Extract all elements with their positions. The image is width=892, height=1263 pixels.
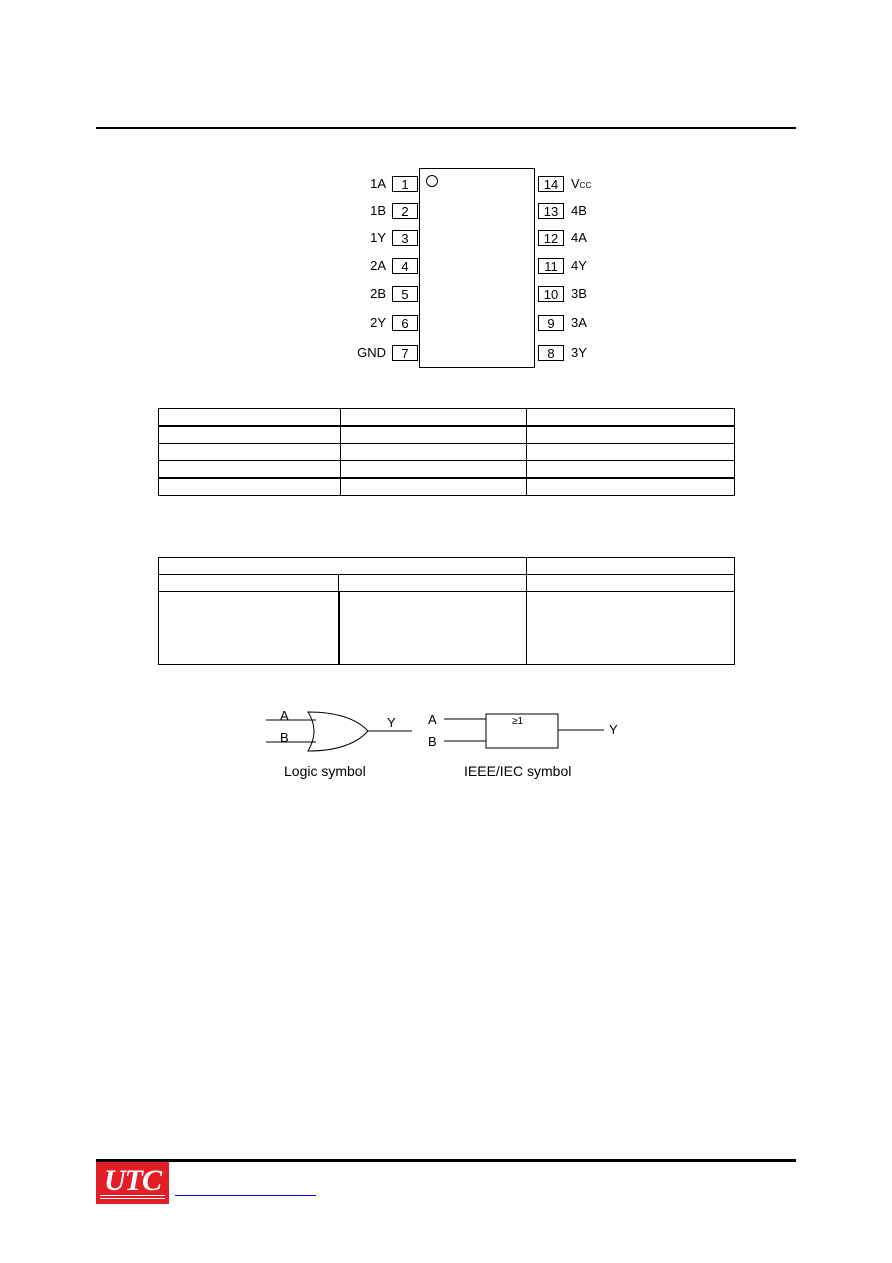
table-row xyxy=(159,461,735,479)
logic-symbols xyxy=(262,700,632,790)
pin1-marker-icon xyxy=(426,175,438,187)
pin-configuration-diagram xyxy=(340,160,620,380)
table-row xyxy=(159,409,735,427)
header-rule xyxy=(96,127,796,129)
table-row xyxy=(159,592,735,665)
data-table-1 xyxy=(158,408,735,496)
pin-name-subscript: CC xyxy=(579,181,592,190)
iec-or-box-icon xyxy=(444,714,604,748)
pin-name-text: 4Y xyxy=(571,258,587,273)
iec-function-label: ≥1 xyxy=(512,716,524,727)
pin-name xyxy=(571,203,587,219)
pin-name-text: 4B xyxy=(571,203,587,218)
pin-name xyxy=(571,258,587,274)
table-row xyxy=(159,426,735,444)
logic-symbol-caption: Logic symbol xyxy=(284,763,366,779)
or-input-b-label: B xyxy=(280,730,289,745)
pin-name: 1A xyxy=(370,176,386,191)
pin-name xyxy=(571,176,591,194)
table-row xyxy=(159,444,735,461)
pin-number: 6 xyxy=(392,315,418,331)
pin-name-text: 3B xyxy=(571,286,587,301)
pin-name-text: 3A xyxy=(571,315,587,330)
pin-number: 5 xyxy=(392,286,418,302)
utc-logo-underline xyxy=(100,1195,165,1199)
pin-name-text: 4A xyxy=(571,230,587,245)
pin-name xyxy=(571,230,587,246)
iec-output-y-label: Y xyxy=(609,722,618,737)
utc-logo xyxy=(96,1162,169,1204)
pin-number: 10 xyxy=(538,286,564,302)
pin-number: 14 xyxy=(538,176,564,192)
footer-link[interactable] xyxy=(175,1195,316,1196)
pin-name xyxy=(571,345,587,361)
iec-symbol-caption: IEEE/IEC symbol xyxy=(464,763,572,779)
pin-name-text: 3Y xyxy=(571,345,587,360)
pin-number: 13 xyxy=(538,203,564,219)
pin-number: 12 xyxy=(538,230,564,246)
pin-number: 11 xyxy=(538,258,564,274)
or-input-a-label: A xyxy=(280,708,289,723)
pin-name: 1Y xyxy=(370,230,386,245)
pin-name: 1B xyxy=(370,203,386,218)
iec-input-a-label: A xyxy=(428,712,437,727)
ic-package-body xyxy=(419,168,535,368)
pin-name: 2A xyxy=(370,258,386,273)
pin-number: 8 xyxy=(538,345,564,361)
pin-name xyxy=(571,286,587,302)
table-row xyxy=(159,478,735,496)
pin-name-text: V xyxy=(571,176,580,191)
pin-number: 4 xyxy=(392,258,418,274)
data-table-2 xyxy=(158,557,735,665)
utc-logo-text: UTC xyxy=(104,1164,161,1197)
footer-rule xyxy=(96,1159,796,1162)
pin-name xyxy=(571,315,587,331)
pin-number: 3 xyxy=(392,230,418,246)
pin-number: 7 xyxy=(392,345,418,361)
pin-name: 2B xyxy=(370,286,386,301)
table-row xyxy=(159,575,735,592)
pin-number: 9 xyxy=(538,315,564,331)
table-row xyxy=(159,558,735,575)
pin-number: 1 xyxy=(392,176,418,192)
or-output-y-label: Y xyxy=(387,715,396,730)
iec-input-b-label: B xyxy=(428,734,437,749)
pin-number: 2 xyxy=(392,203,418,219)
pin-name: GND xyxy=(357,345,386,360)
pin-name: 2Y xyxy=(370,315,386,330)
